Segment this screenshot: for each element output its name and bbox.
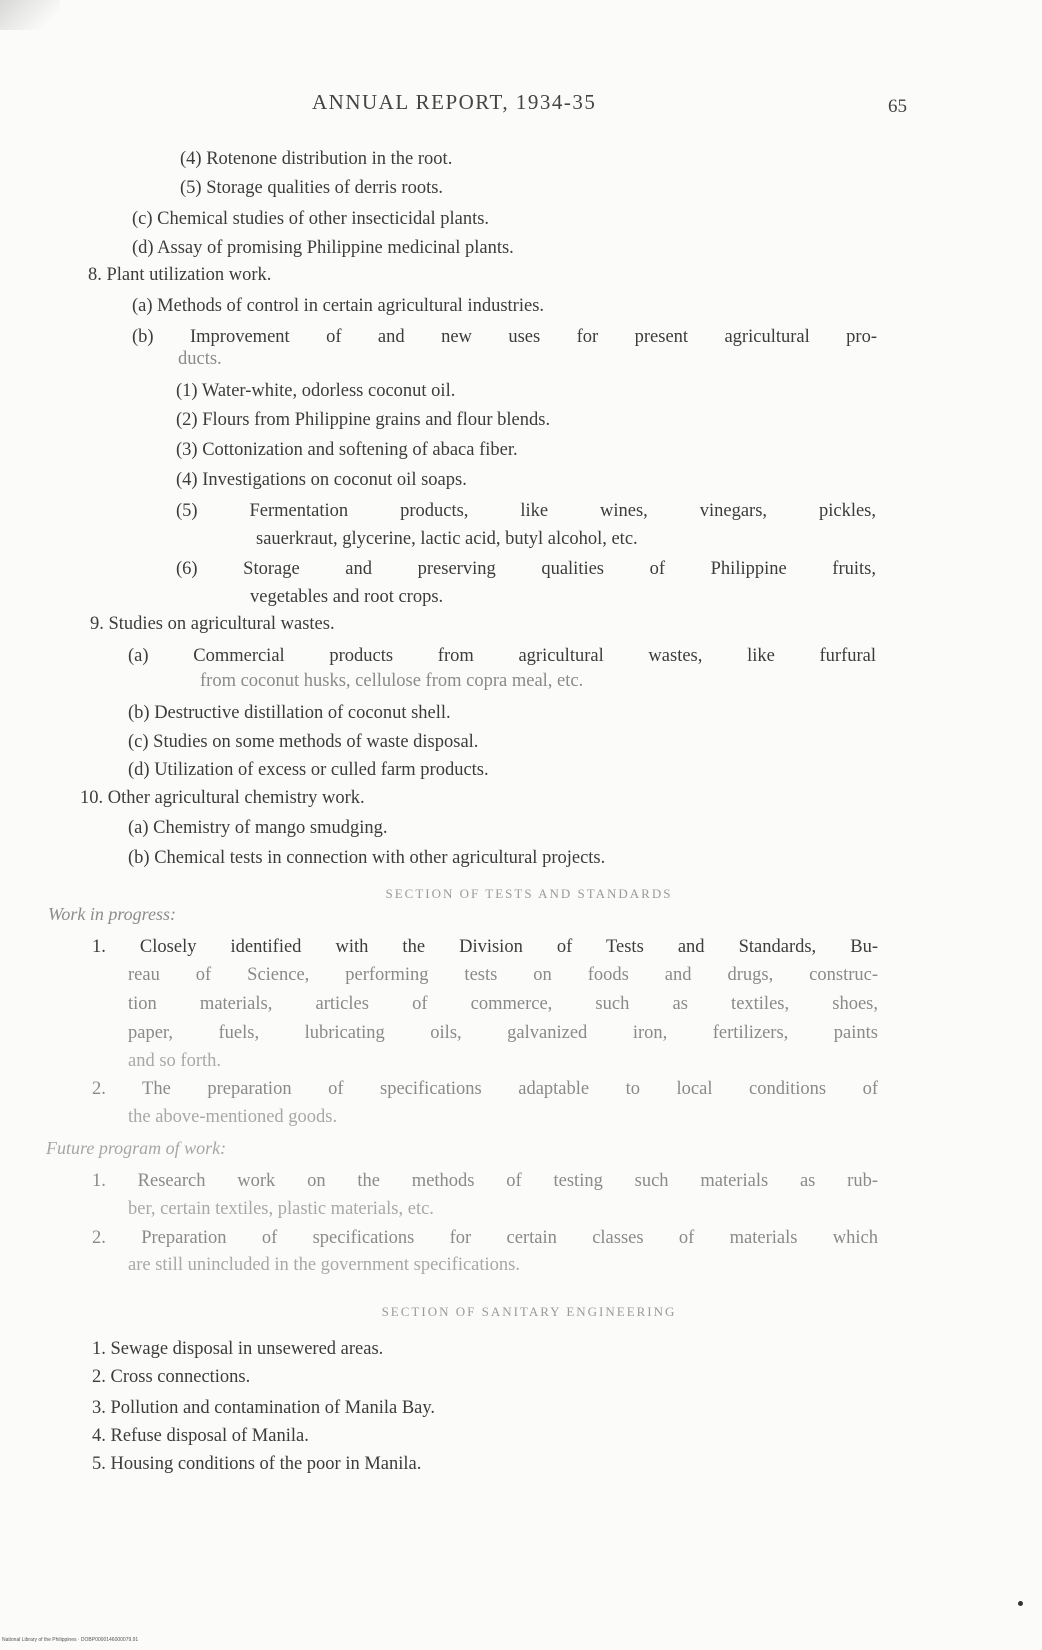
list-item: (c) Chemical studies of other insecticidal plants. [132,209,490,229]
list-item: (5) Storage qualities of derris roots. [180,178,444,198]
list-item: (d) Utilization of excess or culled farm products. [128,760,489,780]
list-item: 4. Refuse disposal of Manila. [92,1426,309,1446]
list-item-continuation: from coconut husks, cellulose from copra meal, etc. [200,671,584,691]
running-head [0,90,1042,130]
paragraph-line: 2. The preparation of specifications adaptable to local conditions of [92,1079,878,1099]
list-item: (6) Storage and preserving qualities of Philippine fruits, [176,559,876,579]
list-item: (4) Investigations on coconut oil soaps. [176,470,467,490]
paragraph-line: 1. Closely identified with the Division of Tests and Standards, Bu- [92,937,878,957]
list-item: (4) Rotenone distribution in the root. [180,149,453,169]
list-item: 8. Plant utilization work. [88,265,272,285]
list-item: 2. Cross connections. [92,1367,251,1387]
paragraph-line: ber, certain textiles, plastic materials, etc. [128,1199,434,1219]
list-item: (b) Chemical tests in connection with other agricultural projects. [128,848,606,868]
list-item: (1) Water-white, odorless coconut oil. [176,381,456,401]
paragraph-line: paper, fuels, lubricating oils, galvanized iron, fertilizers, paints [128,1023,878,1043]
list-item: (3) Cottonization and softening of abaca fiber. [176,440,518,460]
paragraph-line: tion materials, articles of commerce, such as textiles, shoes, [128,994,878,1014]
list-item: (d) Assay of promising Philippine medicinal plants. [132,238,514,258]
future-program-label: Future program of work: [46,1138,227,1158]
list-item: (2) Flours from Philippine grains and flour blends. [176,410,551,430]
list-item-continuation: sauerkraut, glycerine, lactic acid, butyl alcohol, etc. [256,529,638,549]
paragraph-line: 2. Preparation of specifications for certain classes of materials which [92,1228,878,1248]
list-item: (5) Fermentation products, like wines, vinegars, pickles, [176,501,876,521]
list-item: 5. Housing conditions of the poor in Manila. [92,1454,422,1474]
paragraph-line: are still unincluded in the government specifications. [128,1255,520,1275]
section-heading-tests: SECTION OF TESTS AND STANDARDS [385,886,673,901]
list-item: (a) Commercial products from agricultural wastes, like furfural [128,646,876,666]
source-footer-note: National Library of the Philippines · DOBP0000146000079.91 [2,1637,139,1643]
work-in-progress-label: Work in progress: [48,904,177,924]
list-item: (b) Destructive distillation of coconut shell. [128,703,451,723]
page-number: 65 [888,96,907,117]
paragraph-line: and so forth. [128,1051,221,1071]
scan-corner-shadow [0,0,60,30]
list-item-continuation: vegetables and root crops. [250,587,444,607]
paragraph-line: the above-mentioned goods. [128,1107,338,1127]
list-item: 1. Sewage disposal in unsewered areas. [92,1339,384,1359]
paragraph-line: 1. Research work on the methods of testing such materials as rub- [92,1171,878,1191]
list-item: (b) Improvement of and new uses for present agricultural pro- [132,327,877,347]
running-title: ANNUAL REPORT, 1934-35 [312,90,597,114]
list-item: (c) Studies on some methods of waste disposal. [128,732,479,752]
scan-speck [1018,1601,1023,1606]
list-item: 3. Pollution and contamination of Manila Bay. [92,1398,436,1418]
paragraph-line: reau of Science, performing tests on foods and drugs, construc- [128,965,878,985]
list-item: 10. Other agricultural chemistry work. [80,788,365,808]
section-heading-sanitary: SECTION OF SANITARY ENGINEERING [381,1304,677,1319]
list-item-continuation: ducts. [178,349,222,369]
list-item: 9. Studies on agricultural wastes. [90,614,335,634]
list-item: (a) Chemistry of mango smudging. [128,818,388,838]
list-item: (a) Methods of control in certain agricultural industries. [132,296,545,316]
